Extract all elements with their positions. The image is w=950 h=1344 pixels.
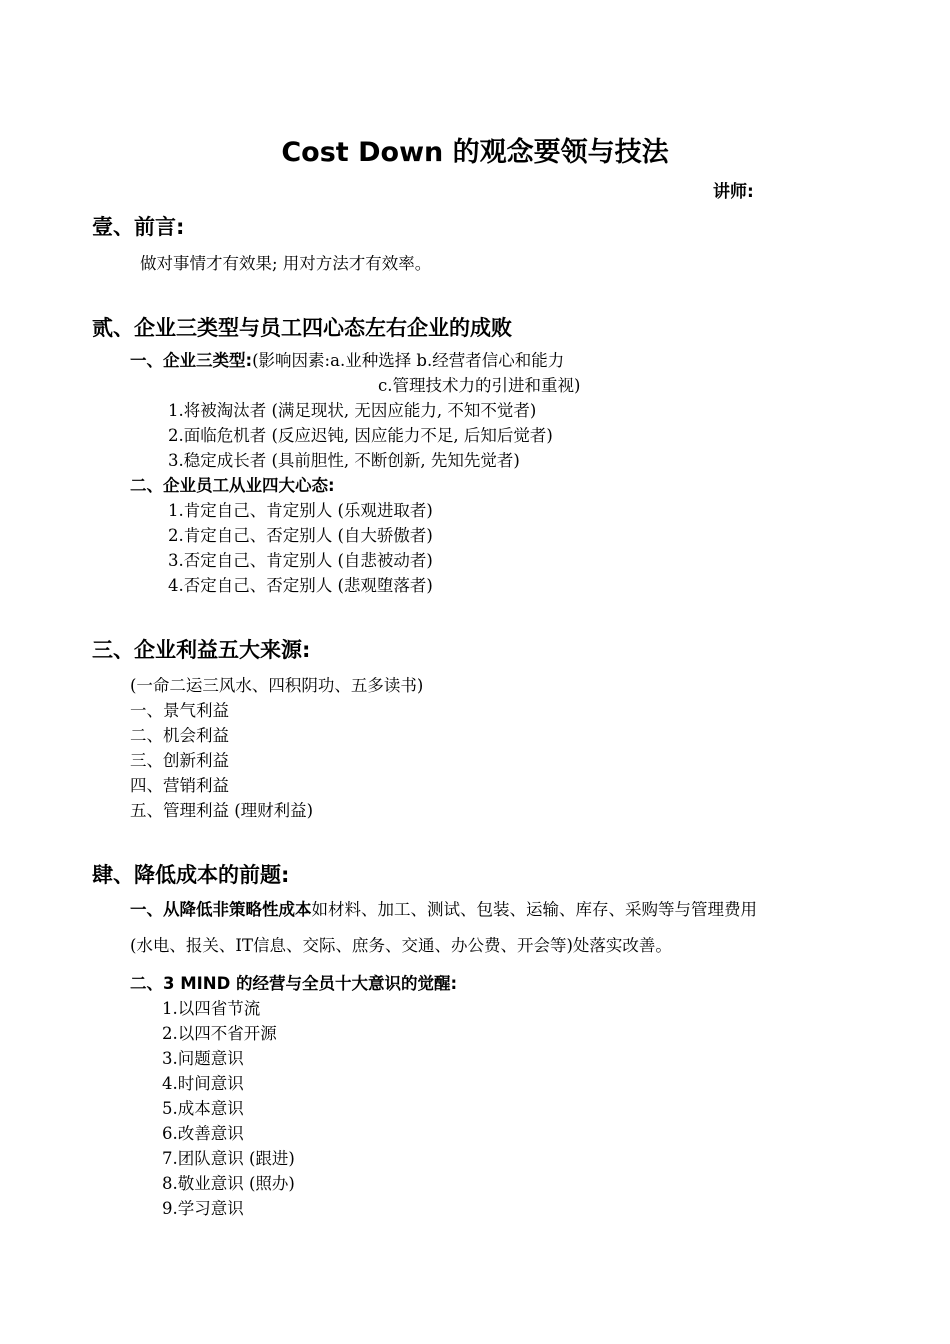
enterprise-types-note: (影响因素:a.业种选择 b.经营者信心和能力 [252, 351, 565, 370]
list-item: (一命二运三风水、四积阴功、五多读书) [130, 676, 424, 695]
list-item: 三、创新利益 [130, 751, 229, 770]
list-item: 四、营销利益 [130, 776, 229, 795]
list-item: 4.时间意识 [162, 1074, 244, 1093]
employee-mindsets-label: 二、企业员工从业四大心态: [130, 476, 335, 495]
list-item: 1.将被淘汰者 (满足现状, 无因应能力, 不知不觉者) [168, 401, 537, 420]
non-strategic-cost-line [130, 898, 757, 922]
list-item: 1.肯定自己、肯定别人 (乐观进取者) [168, 501, 433, 520]
section-heading-preface: 壹、前言: [92, 215, 185, 239]
non-strategic-cost-text-continued: (水电、报关、IT信息、交际、庶务、交通、办公费、开会等)处落实改善。 [130, 936, 672, 955]
enterprise-types-label: 一、企业三类型: [130, 351, 253, 370]
document-title: Cost Down 的观念要领与技法 [281, 137, 669, 168]
list-item: 3.问题意识 [162, 1049, 244, 1068]
list-item: 8.敬业意识 (照办) [162, 1174, 295, 1193]
list-item: 二、机会利益 [130, 726, 229, 745]
three-mind-label: 二、3 MIND 的经营与全员十大意识的觉醒: [130, 974, 458, 993]
list-item: 7.团队意识 (跟进) [162, 1149, 295, 1168]
list-item: 6.改善意识 [162, 1124, 244, 1143]
list-item: 1.以四省节流 [162, 999, 261, 1018]
non-strategic-cost-text: 如材料、加工、测试、包装、运输、库存、采购等与管理费用 [311, 900, 757, 919]
list-item: 3.稳定成长者 (具前胆性, 不断创新, 先知先觉者) [168, 451, 520, 470]
list-item: 3.否定自己、肯定别人 (自悲被动者) [168, 551, 433, 570]
enterprise-types-note-continued: c.管理技术力的引进和重视) [378, 376, 581, 395]
list-item: 2.以四不省开源 [162, 1024, 277, 1043]
section-heading-cost-reduction: 肆、降低成本的前题: [92, 863, 290, 887]
enterprise-types-line [130, 349, 564, 373]
list-item: 4.否定自己、否定别人 (悲观堕落者) [168, 576, 433, 595]
list-item: 2.面临危机者 (反应迟钝, 因应能力不足, 后知后觉者) [168, 426, 553, 445]
list-item: 五、管理利益 (理财利益) [130, 801, 314, 820]
list-item: 一、景气利益 [130, 701, 229, 720]
list-item: 2.肯定自己、否定别人 (自大骄傲者) [168, 526, 433, 545]
preface-text: 做对事情才有效果; 用对方法才有效率。 [140, 254, 432, 273]
list-item: 9.学习意识 [162, 1199, 244, 1218]
non-strategic-cost-label: 一、从降低非策略性成本 [130, 900, 312, 919]
section-heading-profit-sources: 三、企业利益五大来源: [92, 638, 311, 662]
section-heading-enterprise-types: 贰、企业三类型与员工四心态左右企业的成败 [92, 316, 512, 340]
lecturer-label: 讲师: [713, 182, 754, 202]
list-item: 5.成本意识 [162, 1099, 244, 1118]
